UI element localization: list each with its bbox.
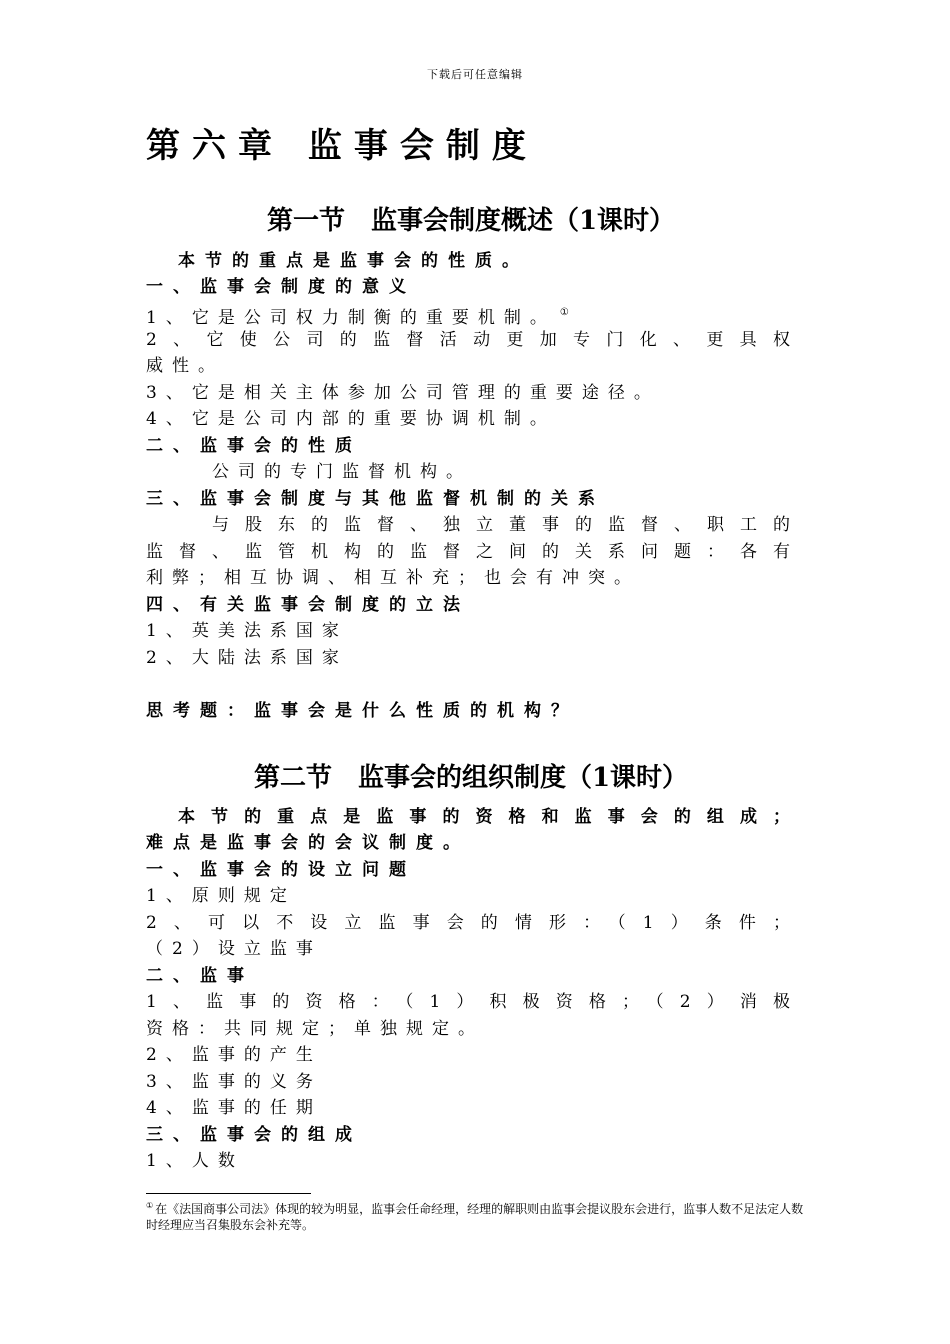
section1-line: 1、它是公司权力制衡的重要机制。 ① [146, 307, 569, 328]
section2-title: 第二节 监事会的组织制度（1课时） [253, 763, 689, 793]
section2-line: 4、监事的任期 [146, 1098, 322, 1118]
section1-line: 2、它使公司的监督活动更加专门化、更具权 [146, 330, 796, 350]
section2-heading: 一、监事会的设立问题 [146, 860, 416, 880]
section1-heading: 二、监事会的性质 [146, 436, 362, 456]
thinking-question: 思考题：监事会是什么性质的机构？ [146, 701, 578, 721]
section2-line: 1、人数 [146, 1151, 244, 1171]
section2-line: 资格：共同规定；单独规定。 [146, 1019, 484, 1039]
section2-heading: 二、监事 [146, 966, 254, 986]
section2-line: 本节的重点是监事的资格和监事会的组成； [178, 807, 796, 827]
section1-line: 威性。 [146, 356, 224, 376]
section2-line: 3、监事的义务 [146, 1072, 322, 1092]
section1-title: 第一节 监事会制度概述（1课时） [266, 206, 676, 236]
section2-line: 2、可以不设立监事会的情形：（1）条件； [146, 913, 796, 933]
footnote-text: 在《法国商事公司法》体现的较为明显，监事会任命经理，经理的解职则由监事会提议股东会进行，监事人数不足法定人数时经理应当召集股东会补充等。 [146, 1202, 804, 1232]
footnote-separator [146, 1193, 311, 1194]
section1-line: 3、它是相关主体参加公司管理的重要途径。 [146, 383, 660, 403]
section2-heading: 三、监事会的组成 [146, 1125, 362, 1145]
section1-line: 1、英美法系国家 [146, 621, 348, 641]
chapter-title: 第六章 监事会制度 [146, 126, 538, 166]
section1-blank-line [146, 671, 796, 697]
section1-line: 监督、监管机构的监督之间的关系问题：各有 [146, 542, 796, 562]
section1-line: 公司的专门监督机构。 [212, 462, 472, 482]
section1-heading: 一、监事会制度的意义 [146, 277, 416, 297]
section1-line: 利弊；相互协调、相互补充；也会有冲突。 [146, 568, 640, 588]
footnote-mark: ① [146, 1201, 154, 1210]
section2-line: 1、监事的资格：（1）积极资格；（2）消极 [146, 992, 796, 1012]
section1-heading: 四、有关监事会制度的立法 [146, 595, 470, 615]
section2-line: 2、监事的产生 [146, 1045, 322, 1065]
footnote [146, 1198, 806, 1233]
section1-heading: 三、监事会制度与其他监督机制的关系 [146, 489, 605, 509]
section2-line: 难点是监事会的会议制度。 [146, 833, 470, 853]
section1-line: 2、大陆法系国家 [146, 648, 348, 668]
section2-line: （2）设立监事 [146, 939, 322, 959]
section1-line: 4、它是公司内部的重要协调机制。 [146, 409, 556, 429]
page-header: 下载后可任意编辑 [427, 68, 523, 81]
section1-line: 本节的重点是监事会的性质。 [178, 251, 529, 271]
footnote-reference: ① [559, 307, 569, 318]
section1-line: 与股东的监督、独立董事的监督、职工的 [212, 515, 796, 535]
section2-line: 1、原则规定 [146, 886, 296, 906]
